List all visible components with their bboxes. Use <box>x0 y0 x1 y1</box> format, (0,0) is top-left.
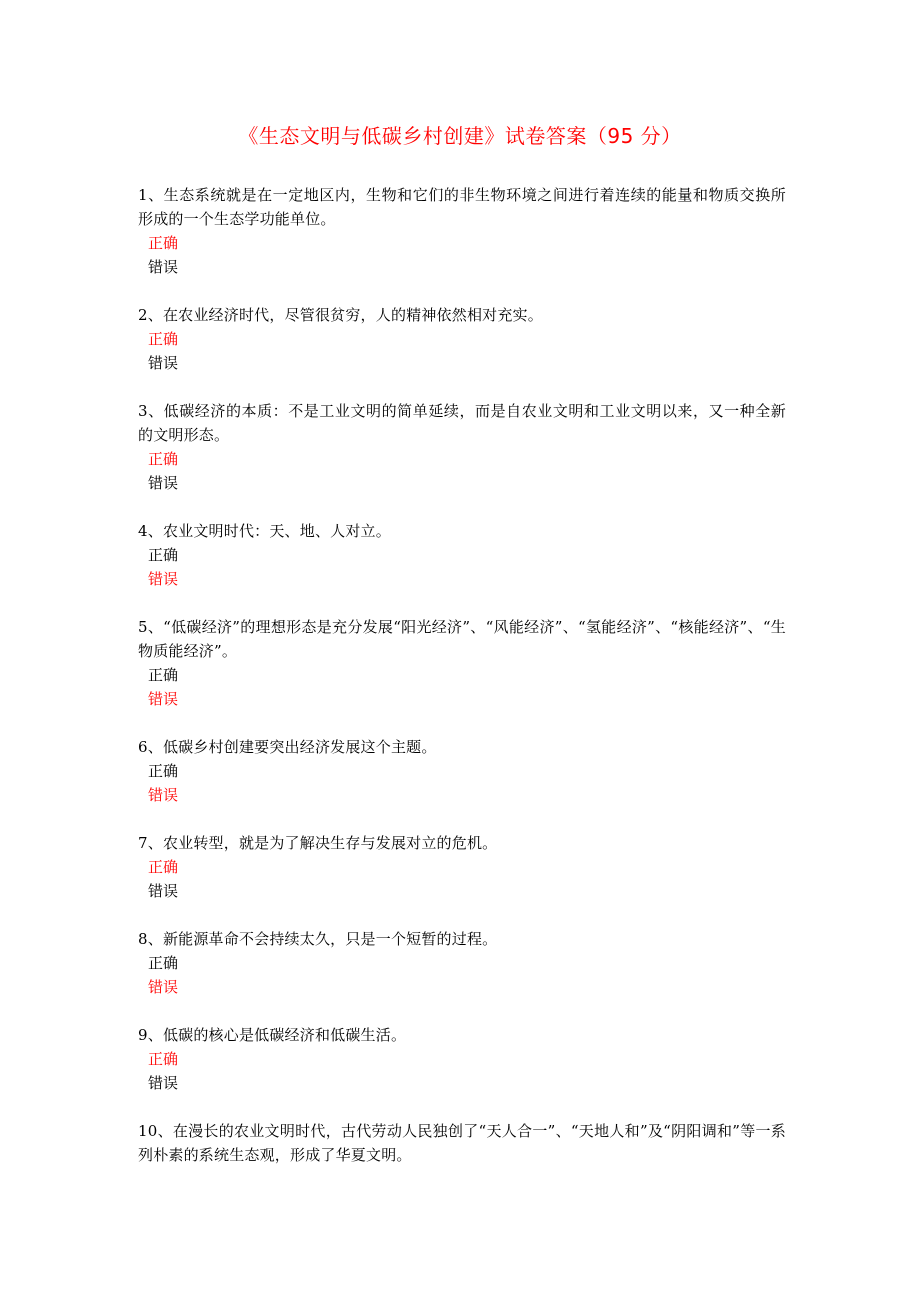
answer-option[interactable]: 正确 <box>148 762 179 780</box>
answer-option-selected[interactable]: 正确 <box>148 330 179 348</box>
answer-option[interactable]: 错误 <box>148 1074 179 1092</box>
answer-option[interactable]: 正确 <box>148 954 179 972</box>
answer-option[interactable]: 正确 <box>148 666 179 684</box>
answer-option-selected[interactable]: 正确 <box>148 858 179 876</box>
question-item <box>138 927 786 999</box>
question-item <box>138 735 786 807</box>
question-item <box>138 831 786 903</box>
question-item <box>138 615 786 711</box>
question-text: 6、低碳乡村创建要突出经济发展这个主题。 <box>138 738 437 756</box>
question-text: 1、生态系统就是在一定地区内，生物和它们的非生物环境之间进行着连续的能量和物质交换所形成的一个生态学功能单位。 <box>138 186 786 228</box>
question-text: 8、新能源革命不会持续太久，只是一个短暂的过程。 <box>138 930 498 948</box>
answer-option-selected[interactable]: 错误 <box>148 570 179 588</box>
answer-option-selected[interactable]: 错误 <box>148 978 179 996</box>
page-title: 《生态文明与低碳乡村创建》试卷答案（95 分） <box>238 124 682 148</box>
question-list <box>138 183 786 1191</box>
question-text: 3、低碳经济的本质：不是工业文明的简单延续，而是自农业文明和工业文明以来，又一种全新的文明形态。 <box>138 402 786 444</box>
answer-option[interactable]: 错误 <box>148 882 179 900</box>
answer-option-selected[interactable]: 错误 <box>148 690 179 708</box>
answer-option[interactable]: 正确 <box>148 546 179 564</box>
question-item <box>138 1023 786 1095</box>
question-item <box>138 399 786 495</box>
answer-option[interactable]: 错误 <box>148 474 179 492</box>
question-item <box>138 519 786 591</box>
answer-option-selected[interactable]: 正确 <box>148 1050 179 1068</box>
answer-option[interactable]: 错误 <box>148 258 179 276</box>
question-text: 7、农业转型，就是为了解决生存与发展对立的危机。 <box>138 834 498 852</box>
question-text: 5、“低碳经济”的理想形态是充分发展“阳光经济”、“风能经济”、“氢能经济”、“核能经济”、“生物质能经济”。 <box>138 618 786 660</box>
answer-option-selected[interactable]: 正确 <box>148 234 179 252</box>
question-item <box>138 183 786 279</box>
answer-option-selected[interactable]: 正确 <box>148 450 179 468</box>
answer-option[interactable]: 错误 <box>148 354 179 372</box>
question-text: 9、低碳的核心是低碳经济和低碳生活。 <box>138 1026 407 1044</box>
question-text: 10、在漫长的农业文明时代，古代劳动人民独创了“天人合一”、“天地人和”及“阴阳调和”等一系列朴素的系统生态观，形成了华夏文明。 <box>138 1122 786 1164</box>
question-text: 4、农业文明时代：天、地、人对立。 <box>138 522 391 540</box>
question-item <box>138 303 786 375</box>
answer-option-selected[interactable]: 错误 <box>148 786 179 804</box>
question-item <box>138 1119 786 1167</box>
question-text: 2、在农业经济时代，尽管很贫穷，人的精神依然相对充实。 <box>138 306 543 324</box>
